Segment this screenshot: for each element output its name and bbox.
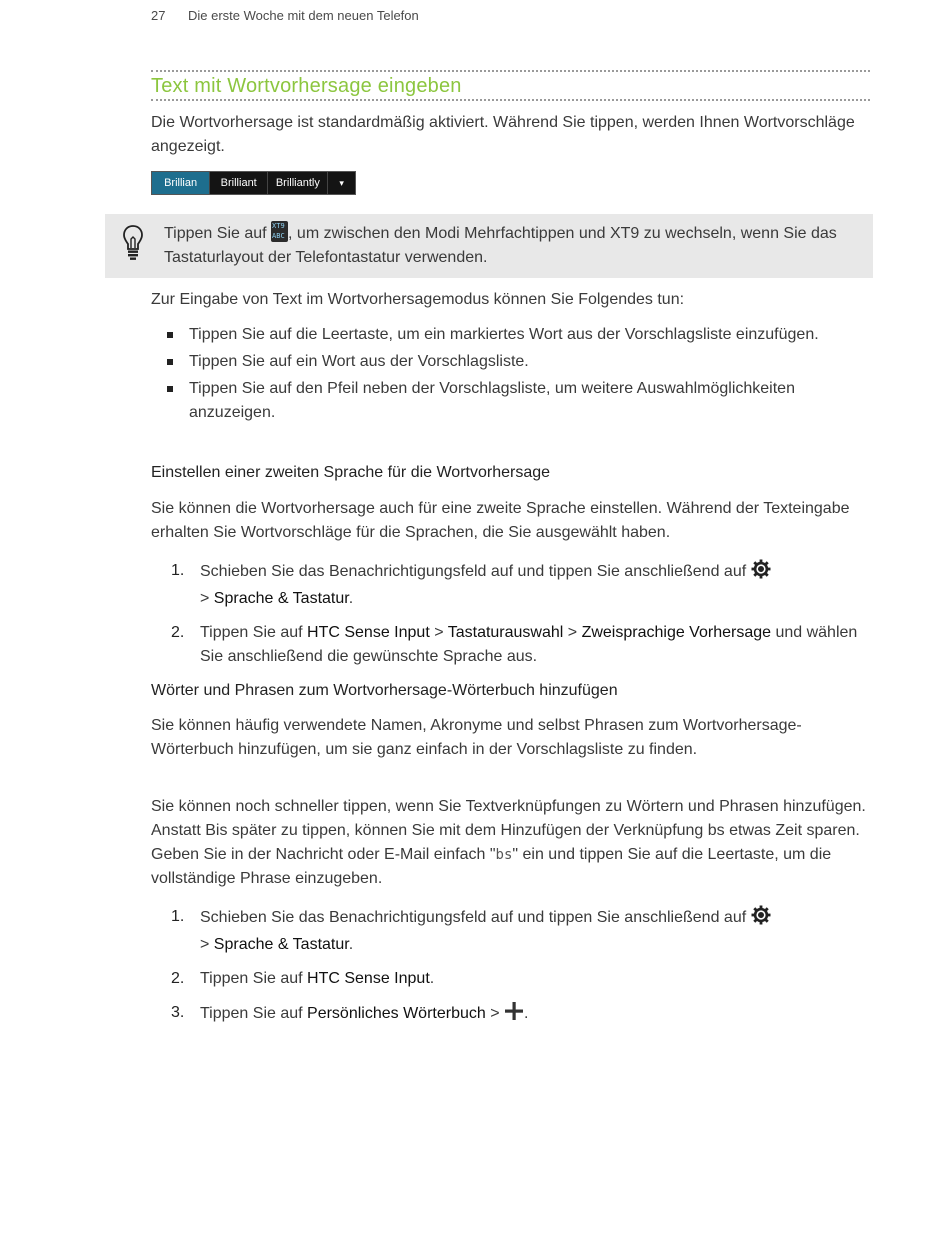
xt9-key-icon: XT9 ABC — [271, 221, 288, 242]
ui-label: Sprache & Tastatur — [213, 936, 349, 953]
dictionary-heading: Wörter und Phrasen zum Wortvorhersage-Wörterbuch hinzufügen — [151, 682, 618, 699]
list-item: Tippen Sie auf den Pfeil neben der Vorschlagsliste, um weitere Auswahlmöglichkeiten anzuzeigen. — [151, 377, 871, 425]
step-item: 3. Tippen Sie auf Persönliches Wörterbuch > . — [151, 1001, 871, 1029]
dictionary-text-1: Sie können häufig verwendete Namen, Akronyme und selbst Phrasen zum Wortvorhersage-Wörterbuch hinzufügen, um sie ganz einfach in der Vorschlagsliste zu finden. — [151, 717, 802, 758]
dictionary-text-2: Sie können noch schneller tippen, wenn Sie Textverknüpfungen zu Wörtern und Phrasen hinzufügen. Anstatt Bis später zu tippen, können Sie mit dem Hinzufügen der Verknüpfung bs etwas Zeit sparen. Geben Sie in der Nachricht oder E-Mail einfach "bs" ein und tippen Sie auf die Leertaste, um die vollständige Phrase einzugeben. — [151, 798, 866, 887]
second-language-heading: Einstellen einer zweiten Sprache für die Wortvorhersage — [151, 464, 551, 481]
suggestion-bar — [151, 171, 356, 195]
intro-paragraph: Die Wortvorhersage ist standardmäßig aktiviert. Während Sie tippen, werden Ihnen Wortvorschläge angezeigt. — [151, 114, 855, 155]
dictionary-steps — [151, 905, 871, 1039]
step-item: 1. Schieben Sie das Benachrichtigungsfeld auf und tippen Sie anschließend auf > Sprache & Tastatur. — [151, 559, 871, 611]
page-header — [151, 8, 419, 23]
second-language-text: Sie können die Wortvorhersage auch für eine zweite Sprache einstellen. Während der Texteingabe erhalten Sie Wortvorschläge für die Sprachen, die Sie ausgewählt haben. — [151, 500, 850, 541]
tip-box — [105, 214, 873, 278]
list-item: Tippen Sie auf die Leertaste, um ein markiertes Wort aus der Vorschlagsliste einzufügen. — [151, 323, 871, 347]
step-item: 2. Tippen Sie auf HTC Sense Input. — [171, 970, 435, 987]
step-item: 1. Schieben Sie das Benachrichtigungsfeld auf und tippen Sie anschließend auf > Sprache & Tastatur. — [151, 905, 871, 957]
section-rule-bottom — [151, 99, 870, 101]
suggestion-item[interactable]: Brillian — [152, 172, 210, 194]
suggestion-item[interactable]: Brilliantly — [268, 172, 328, 194]
list-item: Tippen Sie auf ein Wort aus der Vorschlagsliste. — [151, 350, 871, 374]
settings-gear-icon — [751, 905, 771, 933]
chapter-title: Die erste Woche mit dem neuen Telefon — [188, 8, 419, 23]
settings-gear-icon — [751, 559, 771, 587]
step-item: 2. Tippen Sie auf HTC Sense Input > Tastaturauswahl > Zweisprachige Vorhersage und wählen Sie anschließend die gewünschte Sprache aus. — [171, 624, 858, 665]
ui-label: Sprache & Tastatur — [213, 590, 349, 607]
page-number: 27 — [151, 8, 166, 23]
prediction-intro: Zur Eingabe von Text im Wortvorhersagemodus können Sie Folgendes tun: — [151, 291, 685, 308]
dropdown-arrow-icon[interactable]: ▾ — [339, 177, 344, 188]
suggestion-item[interactable]: Brilliant — [210, 172, 268, 194]
plus-icon — [504, 1001, 524, 1029]
lightbulb-icon — [122, 224, 144, 266]
second-language-steps — [151, 559, 871, 679]
section-rule-top — [151, 70, 870, 72]
tip-text: Tippen Sie auf XT9 ABC , um zwischen den Modi Mehrfachtippen und XT9 zu wechseln, wenn Sie das Tastaturlayout der Telefontastatur verwenden. — [164, 222, 837, 266]
section-title: Text mit Wortvorhersage eingeben — [151, 75, 462, 97]
prediction-bullets — [151, 323, 871, 428]
